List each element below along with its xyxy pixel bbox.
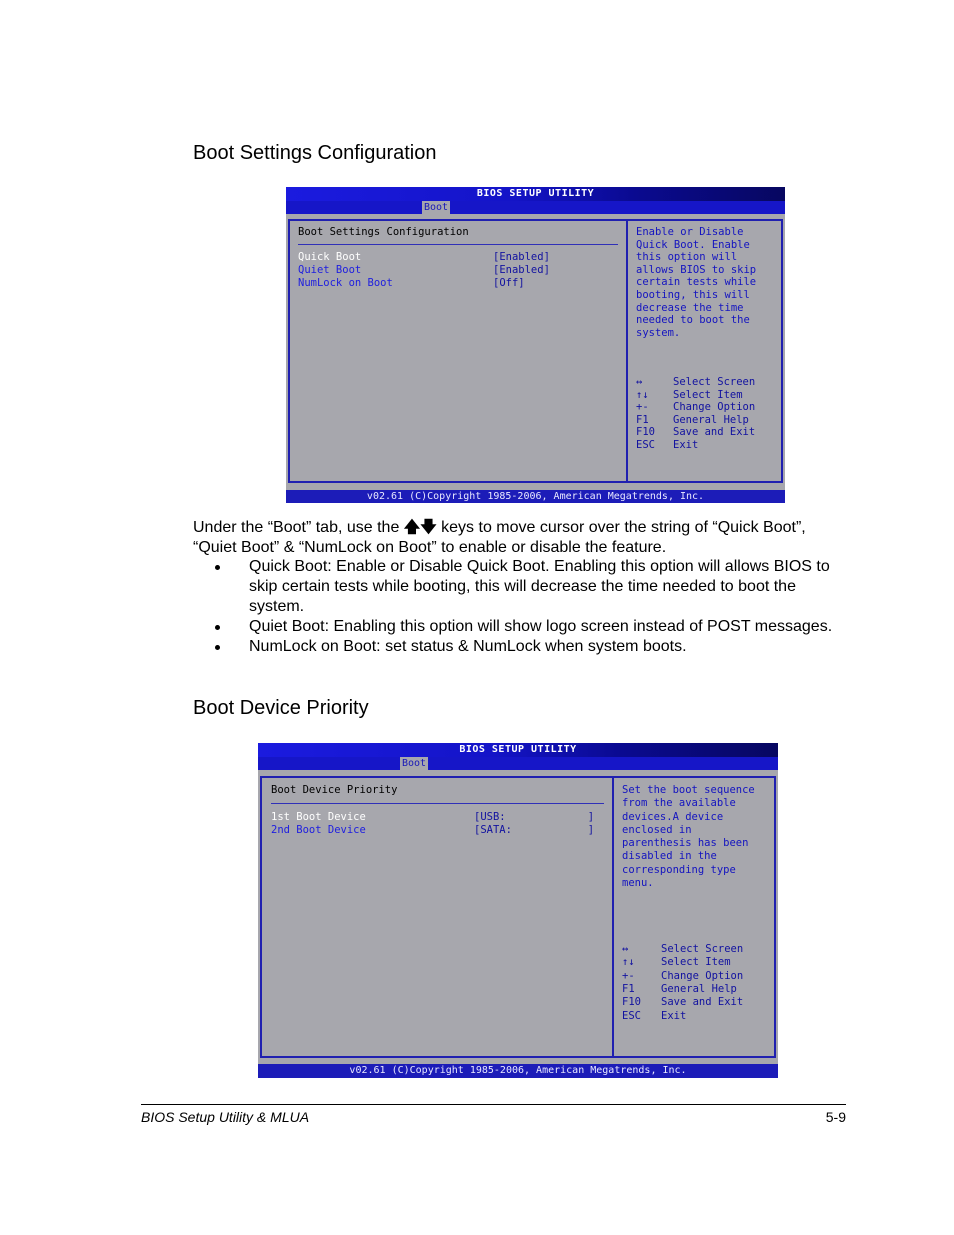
page-footer (141, 1104, 846, 1125)
bios-option-2nd-boot-device[interactable] (271, 824, 604, 837)
key-plus-minus: +- (636, 401, 649, 414)
bios-help-text (622, 784, 755, 890)
bios-tab-bar (258, 757, 778, 770)
help-line: devices.A device (622, 810, 724, 823)
intro-text-2: keys to move cursor over the string of “Quick Boot”, “Quiet Boot” & “NumLock on Boot” to enable or disable the feature. (193, 519, 806, 556)
key-desc: Select Screen (673, 376, 756, 388)
help-line: needed to boot the (636, 314, 750, 327)
bios-panel-title: Boot Device Priority (271, 784, 398, 796)
bullet-text: NumLock on Boot: set status & NumLock when system boots. (249, 638, 687, 655)
key-arrows-lr: ↔ (622, 943, 629, 955)
key-desc: Select Item (673, 388, 743, 401)
help-line: corresponding type (622, 863, 736, 876)
tab-boot[interactable]: Boot (424, 202, 449, 213)
key-desc: Save and Exit (673, 426, 756, 439)
key-desc: Change Option (673, 401, 756, 414)
divider (298, 244, 618, 245)
help-line: allows BIOS to skip (636, 263, 757, 276)
bios-option-1st-boot-device[interactable] (271, 811, 604, 824)
option-value[interactable]: [SATA: ] (474, 824, 595, 836)
bios-key-legend (636, 376, 776, 456)
key-f1: F1 (622, 982, 635, 995)
help-line: Quick Boot. Enable (636, 238, 750, 251)
option-label: Quick Boot (298, 251, 362, 263)
section-heading-boot-device-priority: Boot Device Priority (193, 697, 369, 719)
key-f10: F10 (636, 426, 655, 439)
help-line: this option will (636, 251, 738, 264)
help-line: disabled in the (622, 850, 717, 863)
option-value[interactable]: [USB: ] (474, 811, 595, 823)
key-plus-minus: +- (622, 969, 635, 982)
option-value[interactable]: [Off] (493, 277, 525, 289)
option-value[interactable]: [Enabled] (493, 251, 550, 263)
key-desc: Change Option (661, 969, 744, 982)
bullet-icon (215, 625, 220, 630)
key-desc: Select Screen (661, 943, 744, 955)
bios-screenshot-boot-device-priority (258, 743, 778, 1078)
help-line: from the available (622, 797, 736, 810)
help-line: menu. (622, 877, 654, 890)
bios-help-text (636, 226, 756, 339)
option-label: 2nd Boot Device (271, 824, 366, 836)
key-esc: ESC (622, 1009, 641, 1022)
bios-title-bar: BIOS SETUP UTILITY (286, 187, 785, 201)
bios-tab-bar (286, 201, 785, 214)
bios-panel-title: Boot Settings Configuration (298, 226, 469, 238)
list-item (193, 617, 853, 637)
footer-page-number: 5-9 (825, 1109, 846, 1125)
bios-footer: v02.61 (C)Copyright 1985-2006, American Megatrends, Inc. (286, 490, 785, 503)
intro-paragraph (193, 518, 853, 557)
key-f1: F1 (636, 413, 649, 426)
help-line: certain tests while (636, 276, 757, 289)
up-down-arrows-icon: 🡅🡇 (403, 519, 437, 536)
key-arrows-ud: ↑↓ (636, 388, 649, 401)
option-label: NumLock on Boot (298, 277, 393, 289)
option-value[interactable]: [Enabled] (493, 264, 550, 276)
bios-title-bar: BIOS SETUP UTILITY (258, 743, 778, 757)
bios-option-numlock-on-boot[interactable] (298, 277, 618, 290)
list-item (193, 557, 853, 617)
option-label: 1st Boot Device (271, 811, 366, 823)
list-item (193, 637, 853, 657)
divider (271, 803, 604, 804)
bullet-icon (215, 645, 220, 650)
bullet-text: Quiet Boot: Enabling this option will show logo screen instead of POST messages. (249, 618, 833, 635)
section-heading-boot-settings: Boot Settings Configuration (193, 142, 437, 164)
key-arrows-ud: ↑↓ (622, 956, 635, 969)
help-line: system. (636, 326, 681, 339)
help-line: decrease the time (636, 301, 744, 314)
key-desc: Save and Exit (661, 996, 744, 1009)
key-desc: General Help (673, 413, 749, 426)
key-esc: ESC (636, 439, 655, 451)
help-line: Enable or Disable (636, 226, 744, 238)
help-line: Set the boot sequence (622, 784, 755, 796)
bullet-icon (215, 565, 220, 570)
option-label: Quiet Boot (298, 264, 362, 276)
bios-screenshot-boot-settings (286, 187, 785, 503)
help-line: enclosed in (622, 823, 692, 836)
key-desc: Exit (673, 439, 699, 451)
key-desc: Exit (661, 1009, 687, 1022)
help-line: booting, this will (636, 288, 750, 301)
key-desc: Select Item (661, 956, 731, 969)
footer-document-title: BIOS Setup Utility & MLUA (141, 1109, 310, 1125)
tab-boot[interactable]: Boot (402, 758, 427, 769)
feature-bullet-list (193, 557, 853, 657)
bios-key-legend (622, 943, 772, 1028)
bios-footer: v02.61 (C)Copyright 1985-2006, American Megatrends, Inc. (258, 1064, 778, 1078)
bios-option-quiet-boot[interactable] (298, 264, 618, 277)
help-line: parenthesis has been (622, 837, 749, 850)
intro-text-1: Under the “Boot” tab, use the (193, 519, 400, 536)
key-arrows-lr: ↔ (636, 376, 643, 388)
bullet-text: Quick Boot: Enable or Disable Quick Boot. Enabling this option will allows BIOS to skip certain tests while booting, this will decrease the time needed to boot the system. (249, 558, 830, 615)
key-f10: F10 (622, 996, 641, 1009)
key-desc: General Help (661, 982, 737, 995)
bios-option-quick-boot[interactable] (298, 251, 618, 264)
